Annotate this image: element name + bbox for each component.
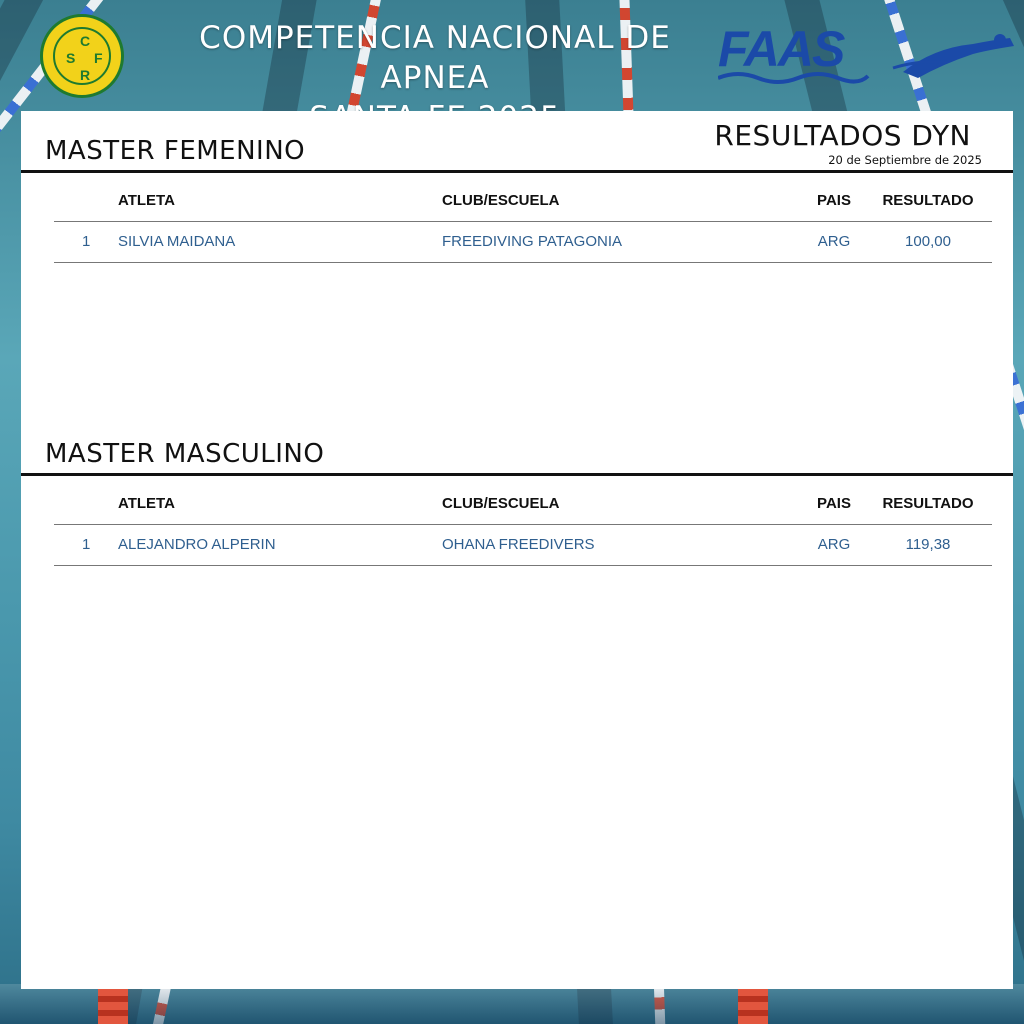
column-header-country: PAIS: [817, 192, 851, 209]
athlete-cell: SILVIA MAIDANA: [118, 233, 236, 250]
club-cell: OHANA FREEDIVERS: [442, 536, 595, 553]
results-date: 20 de Septiembre de 2025: [828, 153, 982, 167]
club-logo-letter: C: [80, 33, 91, 49]
athlete-cell: ALEJANDRO ALPERIN: [118, 536, 276, 553]
event-title-line1: COMPETENCIA NACIONAL DE APNEA: [199, 20, 671, 96]
country-cell: ARG: [817, 233, 851, 250]
section-title: MASTER MASCULINO: [45, 439, 325, 469]
section-title: MASTER FEMENINO: [45, 136, 306, 166]
column-header-athlete: ATLETA: [118, 192, 175, 209]
section-divider: [21, 473, 1013, 476]
column-header-club: CLUB/ESCUELA: [442, 495, 560, 512]
column-header-club: CLUB/ESCUELA: [442, 192, 560, 209]
results-table: [54, 181, 992, 263]
club-logo-letter: F: [94, 50, 103, 66]
column-header-country: PAIS: [817, 495, 851, 512]
table-row: [54, 525, 992, 566]
column-header-result: RESULTADO: [882, 495, 974, 512]
results-table: [54, 484, 992, 566]
table-row: [54, 222, 992, 263]
table-header: [54, 181, 992, 222]
column-header-result: RESULTADO: [882, 192, 974, 209]
results-title: RESULTADOS DYN: [714, 119, 971, 152]
club-logo: [40, 14, 124, 98]
result-cell: 100,00: [905, 233, 951, 250]
results-panel: [21, 111, 1013, 989]
country-cell: ARG: [817, 536, 851, 553]
federation-logo-text: FAAS: [718, 21, 844, 77]
club-logo-letter: S: [66, 50, 76, 66]
table-header: [54, 484, 992, 525]
club-cell: FREEDIVING PATAGONIA: [442, 233, 623, 250]
club-logo-letter: R: [80, 67, 91, 83]
rank-cell: 1: [82, 536, 91, 553]
federation-logo: [718, 20, 1018, 90]
rank-cell: 1: [82, 233, 91, 250]
column-header-athlete: ATLETA: [118, 495, 175, 512]
result-cell: 119,38: [905, 536, 951, 553]
diver-icon: [718, 20, 1018, 90]
section-divider: [21, 170, 1013, 173]
